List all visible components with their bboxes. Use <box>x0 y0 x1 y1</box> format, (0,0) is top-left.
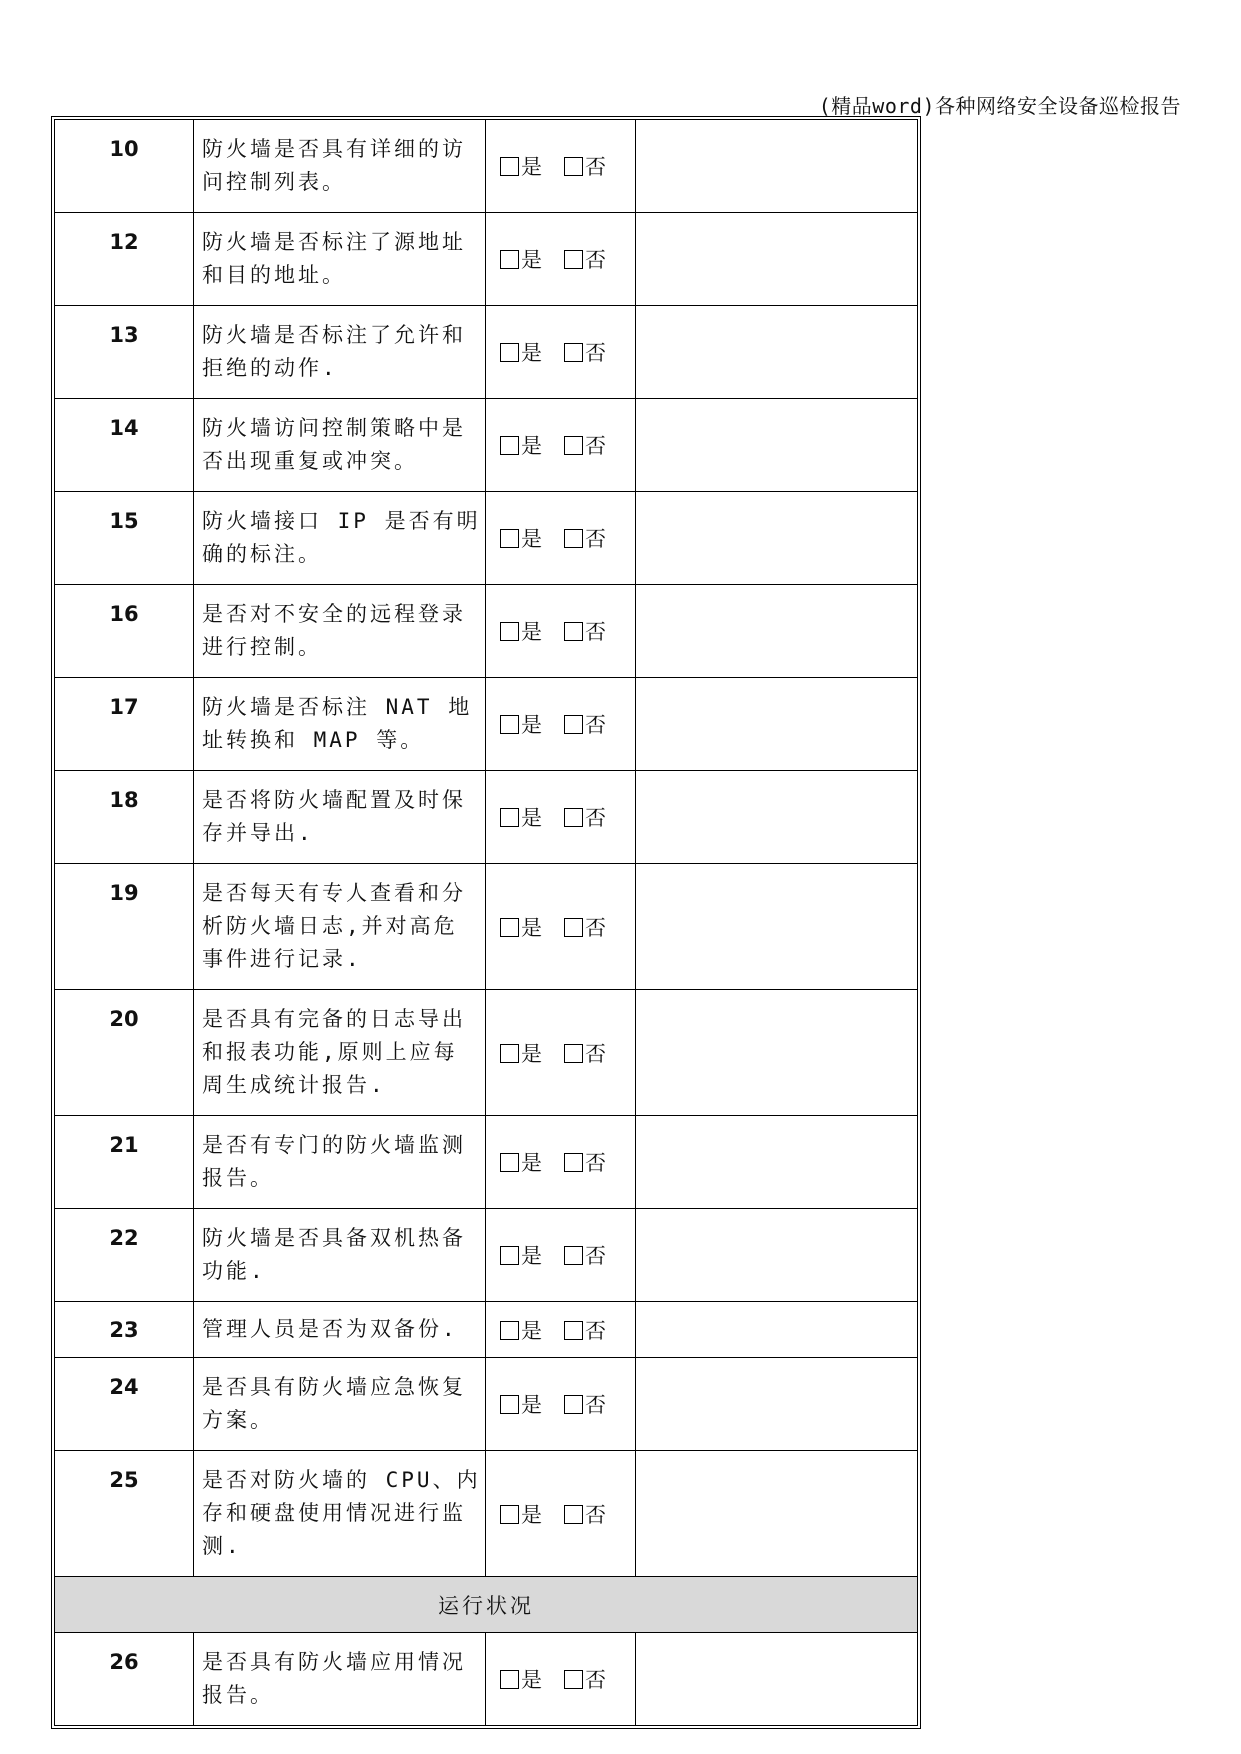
inspection-table-frame <box>51 116 921 1729</box>
yes-label: 是 <box>521 1393 542 1417</box>
no-checkbox[interactable] <box>564 1670 583 1689</box>
check-item-text: 防火墙接口 IP 是否有明确的标注。 <box>194 492 486 585</box>
yes-checkbox[interactable] <box>500 918 519 937</box>
table-row <box>55 399 918 492</box>
yes-option[interactable] <box>500 1038 542 1068</box>
check-item-text: 防火墙是否标注 NAT 地址转换和 MAP 等。 <box>194 678 486 771</box>
no-option[interactable] <box>564 337 606 367</box>
yes-label: 是 <box>521 248 542 272</box>
yes-label: 是 <box>521 806 542 830</box>
yes-option[interactable] <box>500 337 542 367</box>
inspection-table <box>54 119 918 1726</box>
table-row <box>55 990 918 1116</box>
yes-option[interactable] <box>500 151 542 181</box>
yes-option[interactable] <box>500 244 542 274</box>
table-row <box>55 306 918 399</box>
remarks-cell[interactable] <box>636 771 918 864</box>
yes-no-options <box>486 771 636 864</box>
no-option[interactable] <box>564 912 606 942</box>
no-label: 否 <box>585 1668 606 1692</box>
no-label: 否 <box>585 713 606 737</box>
yes-no-options <box>486 585 636 678</box>
remarks-cell[interactable] <box>636 585 918 678</box>
no-checkbox[interactable] <box>564 918 583 937</box>
table-body-before-section <box>55 120 918 1577</box>
table-row <box>55 1633 918 1726</box>
yes-no-options <box>486 1116 636 1209</box>
no-option[interactable] <box>564 523 606 553</box>
yes-checkbox[interactable] <box>500 1153 519 1172</box>
no-checkbox[interactable] <box>564 1395 583 1414</box>
table-body-after-section <box>55 1633 918 1726</box>
check-item-text: 防火墙访问控制策略中是否出现重复或冲突。 <box>194 399 486 492</box>
no-option[interactable] <box>564 1147 606 1177</box>
table-row <box>55 1451 918 1577</box>
check-item-text: 是否对不安全的远程登录进行控制。 <box>194 585 486 678</box>
yes-label: 是 <box>521 155 542 179</box>
no-option[interactable] <box>564 1499 606 1529</box>
yes-no-options <box>486 1451 636 1577</box>
yes-checkbox[interactable] <box>500 1321 519 1340</box>
yes-no-options <box>486 399 636 492</box>
yes-checkbox[interactable] <box>500 1044 519 1063</box>
yes-checkbox[interactable] <box>500 1505 519 1524</box>
no-label: 否 <box>585 1318 606 1343</box>
check-item-text: 是否每天有专人查看和分析防火墙日志,并对高危事件进行记录. <box>194 864 486 990</box>
yes-option[interactable] <box>500 1499 542 1529</box>
yes-no-options <box>486 864 636 990</box>
yes-label: 是 <box>521 1041 542 1066</box>
no-label: 否 <box>585 155 606 179</box>
no-checkbox[interactable] <box>564 436 583 455</box>
no-label: 否 <box>585 1393 606 1417</box>
remarks-cell[interactable] <box>636 1302 918 1358</box>
yes-option[interactable] <box>500 430 542 460</box>
no-label: 否 <box>585 341 606 365</box>
remarks-cell[interactable] <box>636 1451 918 1577</box>
check-item-text: 管理人员是否为双备份. <box>194 1302 486 1358</box>
table-row <box>55 1209 918 1302</box>
item-number: 22 <box>55 1209 194 1302</box>
check-item-text: 是否具有完备的日志导出和报表功能,原则上应每周生成统计报告. <box>194 990 486 1116</box>
item-number: 19 <box>55 864 194 990</box>
remarks-cell[interactable] <box>636 864 918 990</box>
item-number: 16 <box>55 585 194 678</box>
no-option[interactable] <box>564 1664 606 1694</box>
yes-no-options <box>486 1358 636 1451</box>
remarks-cell[interactable] <box>636 120 918 213</box>
no-option[interactable] <box>564 1389 606 1419</box>
yes-checkbox[interactable] <box>500 622 519 641</box>
table-row <box>55 1302 918 1358</box>
yes-checkbox[interactable] <box>500 250 519 269</box>
section-header-row <box>55 1577 918 1633</box>
yes-label: 是 <box>521 620 542 644</box>
no-option[interactable] <box>564 244 606 274</box>
item-number: 21 <box>55 1116 194 1209</box>
yes-option[interactable] <box>500 709 542 739</box>
remarks-cell[interactable] <box>636 678 918 771</box>
yes-checkbox[interactable] <box>500 343 519 362</box>
table-row <box>55 864 918 990</box>
yes-no-options <box>486 1302 636 1358</box>
no-label: 否 <box>585 806 606 830</box>
yes-label: 是 <box>521 1502 542 1527</box>
no-label: 否 <box>585 915 606 940</box>
item-number: 17 <box>55 678 194 771</box>
remarks-cell[interactable] <box>636 492 918 585</box>
yes-no-options <box>486 1633 636 1726</box>
no-option[interactable] <box>564 1038 606 1068</box>
yes-no-options <box>486 990 636 1116</box>
check-item-text: 是否有专门的防火墙监测报告。 <box>194 1116 486 1209</box>
yes-option[interactable] <box>500 1315 542 1345</box>
remarks-cell[interactable] <box>636 990 918 1116</box>
remarks-cell[interactable] <box>636 213 918 306</box>
no-option[interactable] <box>564 1240 606 1270</box>
remarks-cell[interactable] <box>636 1116 918 1209</box>
yes-label: 是 <box>521 1318 542 1343</box>
yes-no-options <box>486 213 636 306</box>
table-row <box>55 1358 918 1451</box>
no-label: 否 <box>585 434 606 458</box>
check-item-text: 是否将防火墙配置及时保存并导出. <box>194 771 486 864</box>
no-label: 否 <box>585 620 606 644</box>
remarks-cell[interactable] <box>636 1358 918 1451</box>
no-label: 否 <box>585 248 606 272</box>
yes-label: 是 <box>521 527 542 551</box>
check-item-text: 是否具有防火墙应用情况报告。 <box>194 1633 486 1726</box>
check-item-text: 防火墙是否具备双机热备功能. <box>194 1209 486 1302</box>
yes-option[interactable] <box>500 802 542 832</box>
yes-no-options <box>486 120 636 213</box>
yes-checkbox[interactable] <box>500 436 519 455</box>
yes-label: 是 <box>521 713 542 737</box>
table-row <box>55 213 918 306</box>
no-option[interactable] <box>564 430 606 460</box>
yes-checkbox[interactable] <box>500 715 519 734</box>
no-label: 否 <box>585 527 606 551</box>
yes-checkbox[interactable] <box>500 1246 519 1265</box>
table-row <box>55 585 918 678</box>
yes-checkbox[interactable] <box>500 1670 519 1689</box>
item-number: 10 <box>55 120 194 213</box>
no-label: 否 <box>585 1041 606 1066</box>
remarks-cell[interactable] <box>636 306 918 399</box>
yes-no-options <box>486 492 636 585</box>
yes-label: 是 <box>521 1244 542 1268</box>
table-row <box>55 492 918 585</box>
no-option[interactable] <box>564 1315 606 1345</box>
section-title: 运行状况 <box>55 1577 918 1633</box>
running-header: (精品word)各种网络安全设备巡检报告 <box>818 94 1181 118</box>
item-number: 12 <box>55 213 194 306</box>
yes-option[interactable] <box>500 1664 542 1694</box>
no-checkbox[interactable] <box>564 715 583 734</box>
no-checkbox[interactable] <box>564 1153 583 1172</box>
yes-no-options <box>486 1209 636 1302</box>
table-row <box>55 1116 918 1209</box>
no-checkbox[interactable] <box>564 250 583 269</box>
no-checkbox[interactable] <box>564 157 583 176</box>
check-item-text: 是否对防火墙的 CPU、内存和硬盘使用情况进行监测. <box>194 1451 486 1577</box>
no-option[interactable] <box>564 709 606 739</box>
no-option[interactable] <box>564 616 606 646</box>
item-number: 14 <box>55 399 194 492</box>
check-item-text: 防火墙是否标注了允许和拒绝的动作. <box>194 306 486 399</box>
item-number: 23 <box>55 1302 194 1358</box>
no-checkbox[interactable] <box>564 808 583 827</box>
table-row <box>55 678 918 771</box>
yes-no-options <box>486 306 636 399</box>
remarks-cell[interactable] <box>636 1209 918 1302</box>
item-number: 13 <box>55 306 194 399</box>
item-number: 26 <box>55 1633 194 1726</box>
yes-checkbox[interactable] <box>500 529 519 548</box>
yes-label: 是 <box>521 1668 542 1692</box>
yes-label: 是 <box>521 915 542 940</box>
yes-label: 是 <box>521 434 542 458</box>
item-number: 15 <box>55 492 194 585</box>
table-row <box>55 120 918 213</box>
no-checkbox[interactable] <box>564 529 583 548</box>
remarks-cell[interactable] <box>636 399 918 492</box>
check-item-text: 防火墙是否标注了源地址和目的地址。 <box>194 213 486 306</box>
yes-option[interactable] <box>500 1240 542 1270</box>
no-label: 否 <box>585 1502 606 1527</box>
yes-checkbox[interactable] <box>500 808 519 827</box>
yes-option[interactable] <box>500 1389 542 1419</box>
no-checkbox[interactable] <box>564 1044 583 1063</box>
yes-checkbox[interactable] <box>500 157 519 176</box>
check-item-text: 防火墙是否具有详细的访问控制列表。 <box>194 120 486 213</box>
table-row <box>55 771 918 864</box>
no-checkbox[interactable] <box>564 1246 583 1265</box>
no-label: 否 <box>585 1244 606 1268</box>
yes-option[interactable] <box>500 616 542 646</box>
yes-no-options <box>486 678 636 771</box>
item-number: 20 <box>55 990 194 1116</box>
remarks-cell[interactable] <box>636 1633 918 1726</box>
yes-label: 是 <box>521 341 542 365</box>
yes-option[interactable] <box>500 523 542 553</box>
section-row-group <box>55 1577 918 1633</box>
check-item-text: 是否具有防火墙应急恢复方案。 <box>194 1358 486 1451</box>
no-checkbox[interactable] <box>564 1321 583 1340</box>
item-number: 24 <box>55 1358 194 1451</box>
yes-option[interactable] <box>500 1147 542 1177</box>
item-number: 18 <box>55 771 194 864</box>
yes-checkbox[interactable] <box>500 1395 519 1414</box>
no-option[interactable] <box>564 802 606 832</box>
no-option[interactable] <box>564 151 606 181</box>
no-checkbox[interactable] <box>564 622 583 641</box>
no-checkbox[interactable] <box>564 1505 583 1524</box>
no-checkbox[interactable] <box>564 343 583 362</box>
item-number: 25 <box>55 1451 194 1577</box>
yes-option[interactable] <box>500 912 542 942</box>
yes-label: 是 <box>521 1151 542 1175</box>
no-label: 否 <box>585 1151 606 1175</box>
